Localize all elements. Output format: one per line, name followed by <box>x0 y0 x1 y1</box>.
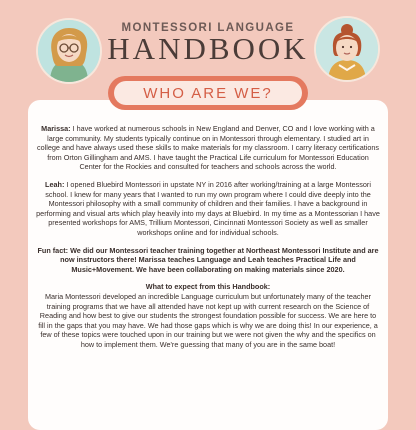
who-are-we-heading: WHO ARE WE? <box>114 81 302 105</box>
woman-with-bun-icon <box>316 18 378 80</box>
leah-portrait-illustration <box>316 18 378 80</box>
marissa-name: Marissa: <box>41 124 71 133</box>
leah-name: Leah: <box>45 179 65 189</box>
expect-text: Maria Montessori developed an incredible Language curriculum but unfortunately many of the teacher training programs that we have all attended have not kept up with current research on the Science of Reading and how best to give our students the strongest foundation possible for success. We are here to fill in the gaps that you may have. We had those gaps which is why we are doing this! In our experience, a few of these topics were touched upon in our training but we were not given the why and the specifics on how to implement them. We're guessing that many of you are in the same boat! <box>38 291 378 349</box>
who-are-we-banner <box>108 76 308 110</box>
fun-fact-paragraph: Fun fact: We did our Montessori teacher training together at Northeast Montessori Institute and are now instructors there! Marissa teaches Language and Leah teaches Practical Life and Music+Movement. We have been collaborating on making materials since 2020. <box>37 245 379 274</box>
marissa-bio: I have worked at numerous schools in New England and Denver, CO and I love working with a large community. My students typically continue on in Montessori through elementary. I studied art in college and have always used these skills to make materials for my classroom. I carry literacy certifications from Orton Gillingham and AMS. I have taught the Practical Life curriculum for Montessori Education Center for the Rockies and consulted for teachers and schools across the world. <box>36 124 380 172</box>
handbook-title: HANDBOOK <box>107 31 309 66</box>
handbook-kicker: MONTESSORI LANGUAGE <box>121 22 295 34</box>
leah-paragraph <box>36 180 380 238</box>
leah-bio: I opened Bluebird Montessori in upstate NY in 2016 after working/training at a large Montessori school. I knew for many years that I wanted to run my own program where I could dive deeply into the Montessori philosophy with a small community of children and their families. I have a background in performing and visual arts which play heavily into my days at Bluebird. In my time as a Montessorian I have presented workshops for AMS, Trillium Montessori, Cincinnati Montessori Society as well as smaller workshops online and for individual schools. <box>36 179 380 237</box>
expect-paragraph <box>36 282 380 349</box>
marissa-paragraph <box>36 124 380 172</box>
handbook-body <box>36 124 380 349</box>
expect-heading: What to expect from this Handbook: <box>145 282 271 292</box>
